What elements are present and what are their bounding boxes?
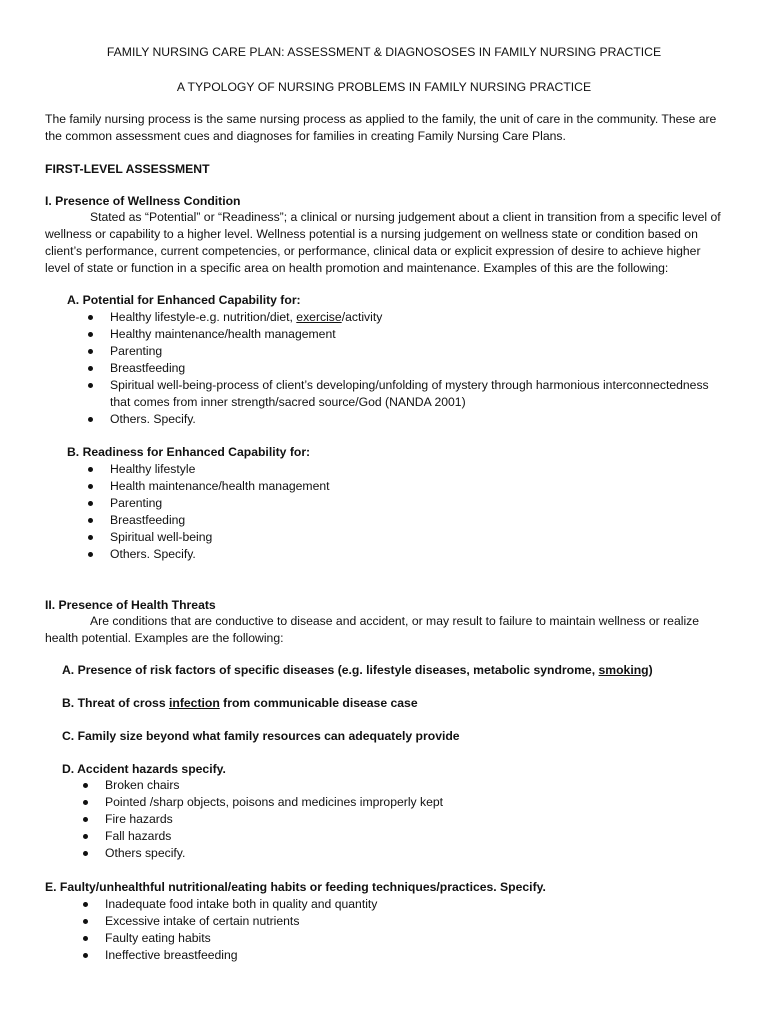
- section-1a-heading: A. Potential for Enhanced Capability for:: [67, 293, 301, 307]
- section-2e-heading: E. Faulty/unhealthful nutritional/eating habits or feeding techniques/practices. Specify.: [45, 880, 546, 894]
- list-item: Others specify.: [80, 845, 443, 862]
- infection-link[interactable]: infection: [169, 696, 220, 710]
- list-item: Spiritual well-being: [85, 529, 330, 546]
- list-item: Healthy maintenance/health management: [85, 326, 720, 343]
- section-2b-heading: B. Threat of cross infection from communicable disease case: [62, 696, 418, 710]
- section-2-body: Are conditions that are conductive to disease and accident, or may result to failure to maintain wellness or realize health potential. Examples are the following:: [45, 614, 700, 645]
- list-item: Inadequate food intake both in quality and quantity: [80, 896, 377, 913]
- section-2-heading: II. Presence of Health Threats: [45, 598, 216, 612]
- first-level-heading: FIRST-LEVEL ASSESSMENT: [45, 162, 210, 176]
- list-item: Excessive intake of certain nutrients: [80, 913, 377, 930]
- list-item: Health maintenance/health management: [85, 478, 330, 495]
- list-item: Parenting: [85, 495, 330, 512]
- intro-paragraph: The family nursing process is the same nursing process as applied to the family, the unit of care in the community. These are the common assessment cues and diagnoses for families in creating Family Nursing Care Plans.: [45, 112, 717, 143]
- exercise-link[interactable]: exercise: [296, 310, 342, 324]
- list-item: Ineffective breastfeeding: [80, 947, 377, 964]
- document-subtitle: A TYPOLOGY OF NURSING PROBLEMS IN FAMILY NURSING PRACTICE: [176, 80, 592, 94]
- section-1b-heading: B. Readiness for Enhanced Capability for:: [67, 445, 311, 459]
- list-item: Parenting: [85, 343, 720, 360]
- section-1a-list: [85, 309, 720, 428]
- list-item: Others. Specify.: [85, 411, 720, 428]
- list-item: Broken chairs: [80, 777, 443, 794]
- section-2d-heading: D. Accident hazards specify.: [62, 762, 226, 776]
- document-title: FAMILY NURSING CARE PLAN: ASSESSMENT & DIAGNOSOSES IN FAMILY NURSING PRACTICE: [106, 45, 662, 59]
- section-2e-list: [80, 896, 377, 964]
- list-item: Others. Specify.: [85, 546, 330, 563]
- list-item: Breastfeeding: [85, 512, 330, 529]
- section-1-body: Stated as “Potential” or “Readiness”; a clinical or nursing judgement about a client in transition from a specific level of wellness or capability to a higher level. Wellness potential is a nursing judgement on wellness state or condition based on client’s performance, current competencies, or performance, clinical data or explicit expression of desire to achieve higher level of state or function in a specific area on health promotion and maintenance. Examples of this are the following:: [45, 210, 721, 275]
- section-2c-heading: C. Family size beyond what family resources can adequately provide: [62, 729, 460, 743]
- section-2a-heading: A. Presence of risk factors of specific diseases (e.g. lifestyle diseases, metabolic syndrome, smoking): [62, 663, 653, 677]
- section-1-heading: I. Presence of Wellness Condition: [45, 194, 241, 208]
- list-item: Breastfeeding: [85, 360, 720, 377]
- list-item: Faulty eating habits: [80, 930, 377, 947]
- list-item: Spiritual well-being-process of client’s developing/unfolding of mystery through harmonious interconnectedness that comes from inner strength/sacred source/God (NANDA 2001): [85, 377, 720, 411]
- list-item: Fire hazards: [80, 811, 443, 828]
- list-item: Fall hazards: [80, 828, 443, 845]
- section-1b-list: [85, 461, 330, 563]
- section-2d-list: [80, 777, 443, 862]
- list-item: Pointed /sharp objects, poisons and medicines improperly kept: [80, 794, 443, 811]
- list-item: Healthy lifestyle-e.g. nutrition/diet, exercise/activity: [85, 309, 720, 326]
- list-item: Healthy lifestyle: [85, 461, 330, 478]
- smoking-link[interactable]: smoking: [598, 663, 649, 677]
